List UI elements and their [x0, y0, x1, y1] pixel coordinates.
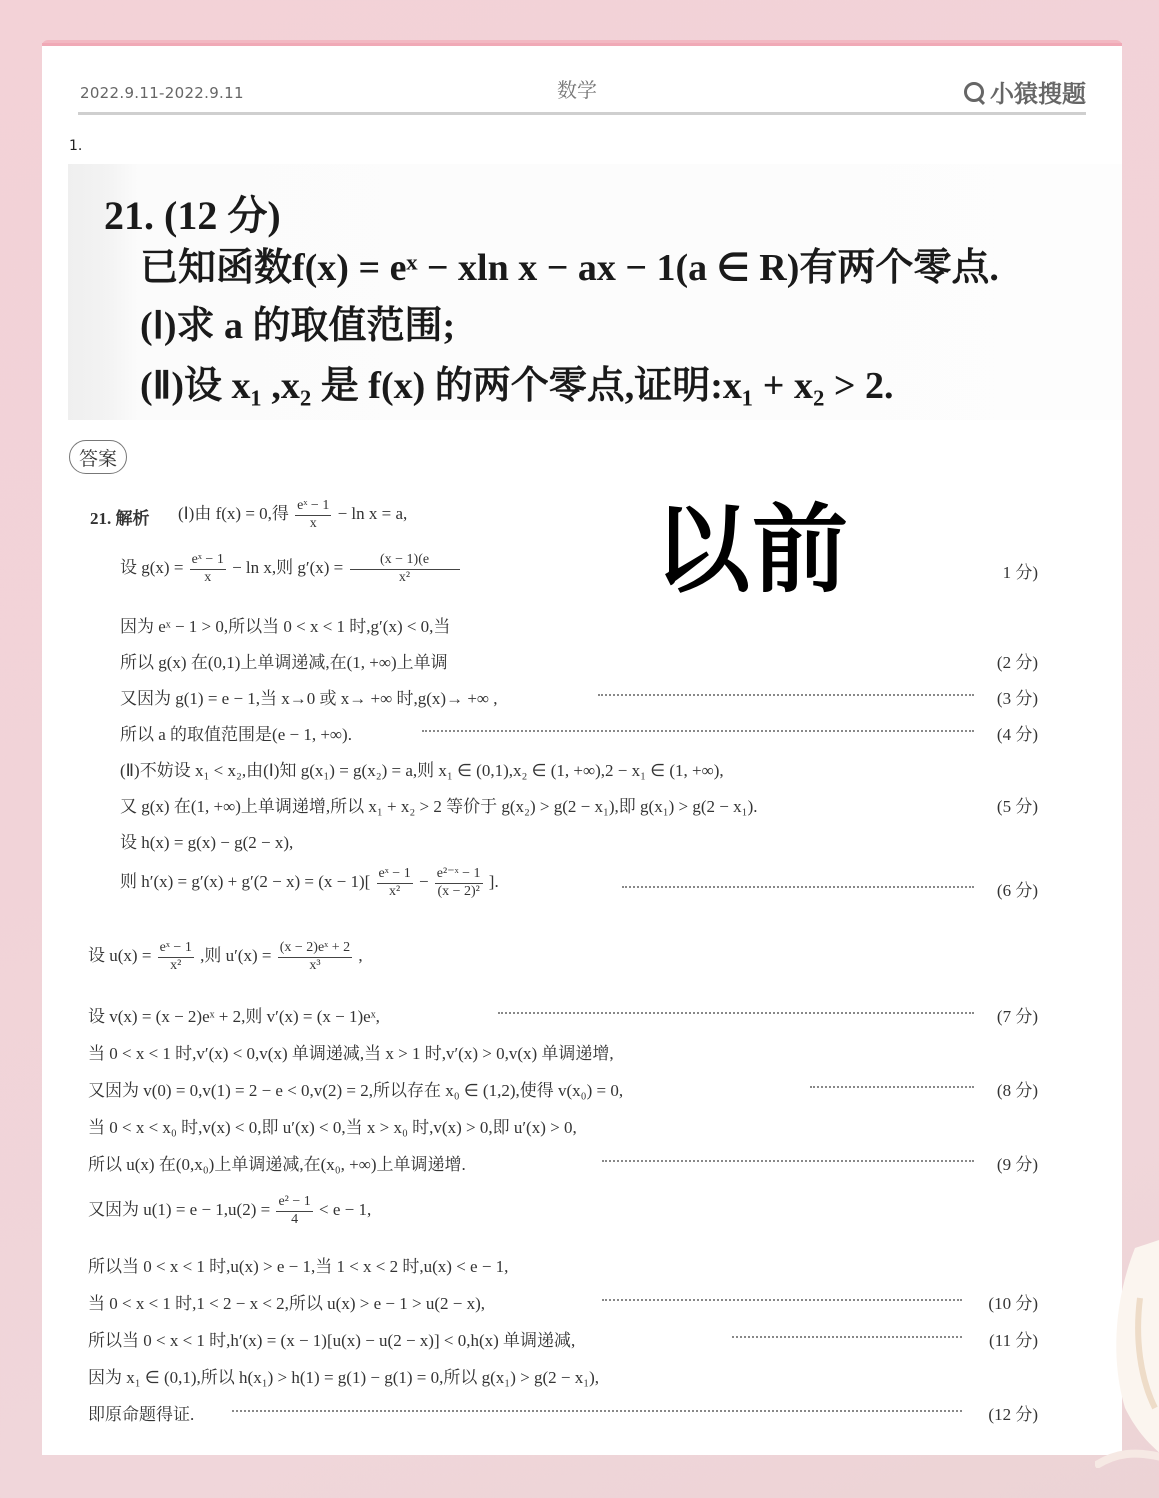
- solution-text: 当 0 < x < x₀ 时,v(x) < 0,即 u′(x) < 0,当 x > x₀ 时,v(x) > 0,即 u′(x) > 0,: [88, 1118, 577, 1137]
- problem-part-2: (Ⅱ)设 x₁ ,x₂ 是 f(x) 的两个零点,证明:x₁ + x₂ > 2.: [140, 365, 894, 407]
- score-marker: (12 分): [988, 1405, 1038, 1424]
- solution-text: 设 h(x) = g(x) − g(2 − x),: [120, 833, 294, 852]
- fraction: [158, 940, 194, 975]
- dot-leader: [422, 730, 974, 732]
- search-icon: [964, 82, 984, 102]
- score-marker: (6 分): [996, 881, 1038, 900]
- problem-statement: 已知函数f(x) = eˣ − xln x − ax − 1(a ∈ R)有两个零点.: [140, 247, 999, 289]
- dot-leader: [232, 1410, 962, 1412]
- decorative-flower-icon: [1095, 1238, 1159, 1468]
- problem-number: 21. (12 分): [104, 193, 281, 238]
- solution-text: 设 v(x) = (x − 2)eˣ + 2,则 v′(x) = (x − 1)eˣ,: [88, 1007, 380, 1026]
- score-marker: (5 分): [996, 797, 1038, 816]
- dot-leader: [598, 694, 974, 696]
- score-marker: (8 分): [996, 1081, 1038, 1100]
- question-index: 1.: [69, 138, 83, 154]
- brand-name: 小猿搜题: [990, 80, 1086, 108]
- fraction-denominator: (x − 2)²: [437, 883, 480, 899]
- solution-text: 因为 eˣ − 1 > 0,所以当 0 < x < 1 时,g′(x) < 0,当: [120, 617, 451, 636]
- fraction: [278, 940, 352, 975]
- score-marker: (9 分): [996, 1155, 1038, 1174]
- solution-text: 又 g(x) 在(1, +∞)上单调递增,所以 x₁ + x₂ > 2 等价于 g(x₂) > g(2 − x₁),即 g(x₁) > g(2 − x₁).: [120, 797, 758, 816]
- solution-text: 因为 x₁ ∈ (0,1),所以 h(x₁) > h(1) = g(1) − g(1) = 0,所以 g(x₁) > g(2 − x₁),: [88, 1368, 600, 1387]
- solution-text: ].: [488, 872, 499, 892]
- solution-text: 当 0 < x < 1 时,v′(x) < 0,v(x) 单调递减,当 x > 1 时,v′(x) > 0,v(x) 单调递增,: [88, 1044, 614, 1063]
- header-date-range: 2022.9.11-2022.9.11: [80, 84, 244, 102]
- solution-label: 21. 解析: [90, 509, 150, 528]
- fraction: [276, 1194, 312, 1229]
- fraction-numerator: e²⁻ˣ − 1: [435, 866, 483, 884]
- solution-text: 所以当 0 < x < 1 时,h′(x) = (x − 1)[u(x) − u(2 − x)] < 0,h(x) 单调递减,: [88, 1331, 576, 1350]
- fraction-numerator: e² − 1: [276, 1194, 312, 1212]
- dot-leader: [602, 1299, 962, 1301]
- fraction-numerator: eˣ − 1: [158, 940, 194, 958]
- solution-line-content: [88, 1194, 371, 1229]
- solution-text: − ln x = a,: [337, 504, 408, 524]
- dot-leader: [602, 1160, 974, 1162]
- fraction-denominator: x³: [309, 957, 321, 973]
- solution-text: 设 u(x) =: [88, 946, 152, 966]
- fraction-denominator: x²: [389, 883, 401, 899]
- solution-text: 所以 a 的取值范围是(e − 1, +∞).: [120, 725, 352, 744]
- brand-logo: [964, 74, 1086, 109]
- fraction-denominator: 4: [291, 1211, 299, 1227]
- problem-statement-block: [68, 164, 1122, 420]
- fraction-denominator: x²: [170, 957, 182, 973]
- dot-leader: [732, 1336, 962, 1338]
- header-divider: [78, 112, 1086, 115]
- solution-text: < e − 1,: [319, 1200, 372, 1220]
- solution-text: 当 0 < x < 1 时,1 < 2 − x < 2,所以 u(x) > e − 1 > u(2 − x),: [88, 1294, 485, 1313]
- score-marker: (10 分): [988, 1294, 1038, 1313]
- fraction-denominator: x²: [398, 569, 411, 585]
- solution-text: 又因为 g(1) = e − 1,当 x→0 或 x→ +∞ 时,g(x)→ +∞ ,: [120, 689, 498, 708]
- header-subject: 数学: [557, 78, 597, 102]
- fraction-numerator: (x − 2)eˣ + 2: [278, 940, 352, 958]
- solution-text: 设 g(x) =: [120, 558, 184, 578]
- fraction-numerator: (x − 1)(e: [350, 552, 460, 570]
- solution-text: 所以当 0 < x < 1 时,u(x) > e − 1,当 1 < x < 2 时,u(x) < e − 1,: [88, 1257, 509, 1276]
- fraction-denominator: x: [204, 569, 212, 585]
- fraction-numerator: eˣ − 1: [190, 552, 226, 570]
- fraction: [435, 866, 483, 901]
- solution-text: (Ⅰ)由 f(x) = 0,得: [178, 504, 289, 524]
- score-marker: (7 分): [996, 1007, 1038, 1026]
- fraction: [295, 498, 331, 533]
- dot-leader: [498, 1012, 974, 1014]
- solution-line-content: [120, 552, 462, 587]
- solution-text: 即原命题得证.: [88, 1405, 195, 1424]
- fraction: [377, 866, 413, 901]
- solution-text: − ln x,则 g′(x) =: [232, 558, 344, 578]
- solution-text: 则 h′(x) = g′(x) + g′(2 − x) = (x − 1)[: [120, 872, 371, 892]
- fraction-numerator: eˣ − 1: [377, 866, 413, 884]
- dot-leader: [810, 1086, 974, 1088]
- score-marker: (4 分): [996, 725, 1038, 744]
- solution-line-content: [178, 498, 407, 533]
- fraction-denominator: x: [309, 515, 317, 531]
- solution-line-content: [120, 866, 499, 901]
- solution-text: 所以 u(x) 在(0,x₀)上单调递减,在(x₀, +∞)上单调递增.: [88, 1155, 466, 1174]
- fraction-numerator: eˣ − 1: [295, 498, 331, 516]
- solution-line-content: [88, 940, 363, 975]
- score-marker: (11 分): [989, 1331, 1038, 1350]
- score-marker: (2 分): [996, 653, 1038, 672]
- document-page: [42, 46, 1122, 1455]
- fraction: [190, 552, 226, 587]
- answer-badge: 答案: [69, 440, 127, 474]
- fraction: [350, 552, 460, 587]
- score-marker: 1 分): [1002, 563, 1038, 582]
- solution-text: 又因为 u(1) = e − 1,u(2) =: [88, 1200, 271, 1220]
- solution-text: 所以 g(x) 在(0,1)上单调递减,在(1, +∞)上单调: [120, 653, 448, 672]
- solution-text: ,则 u′(x) =: [200, 946, 272, 966]
- solution-text: 又因为 v(0) = 0,v(1) = 2 − e < 0,v(2) = 2,所以存在 x₀ ∈ (1,2),使得 v(x₀) = 0,: [88, 1081, 624, 1100]
- score-marker: (3 分): [996, 689, 1038, 708]
- solution-text: ,: [358, 946, 363, 966]
- solution-text: (Ⅱ)不妨设 x₁ < x₂,由(Ⅰ)知 g(x₁) = g(x₂) = a,则 x₁ ∈ (0,1),x₂ ∈ (1, +∞),2 − x₁ ∈ (1, +∞),: [120, 761, 724, 780]
- overlay-stamp-text: 以前: [654, 494, 850, 606]
- dot-leader: [622, 886, 974, 888]
- problem-part-1: (Ⅰ)求 a 的取值范围;: [140, 305, 456, 347]
- solution-text: −: [418, 872, 429, 892]
